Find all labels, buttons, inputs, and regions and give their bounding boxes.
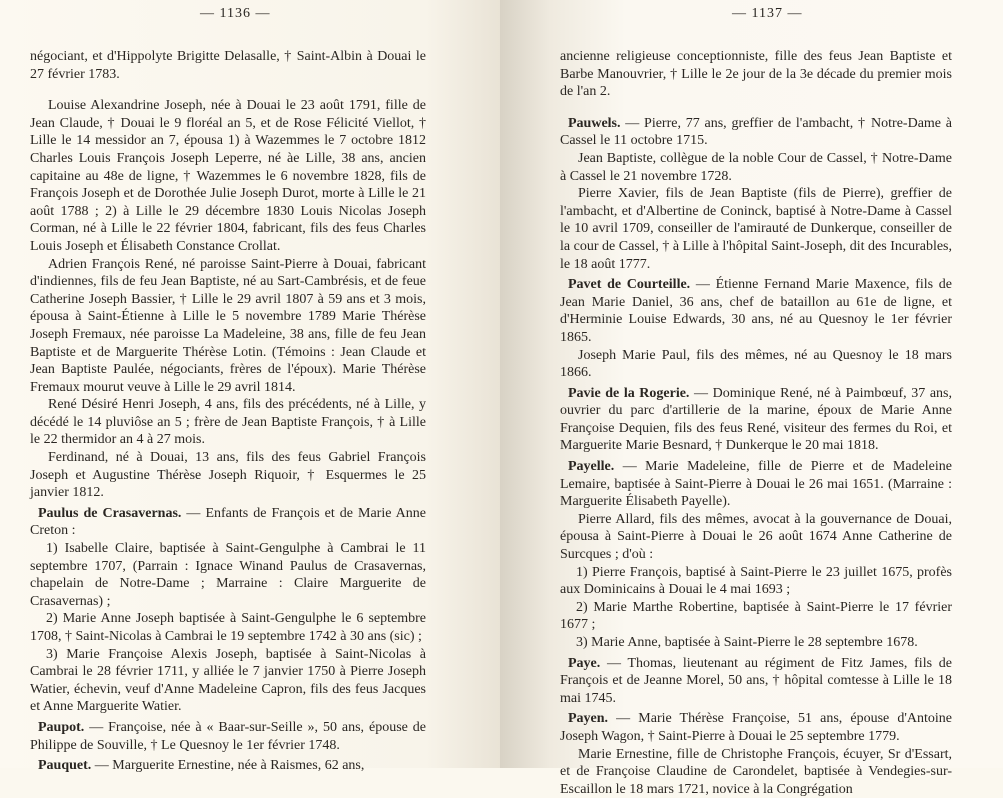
entry-text: — Françoise, née à « Baar-sur-Seille », 50 ans, épouse de Philippe de Souville, † Le Quesnoy le 1er février 1748. <box>30 719 426 753</box>
text-paragraph <box>560 746 952 798</box>
text-paragraph <box>560 511 952 564</box>
right-page <box>500 0 1003 797</box>
entry-text: 3) Marie Françoise Alexis Joseph, baptisée à Saint-Nicolas à Cambrai le 28 février 1711, y alliée le 7 janvier 1750 à Pierre Joseph Watier, échevin, veuf d'Anne Madeleine Capron, fils des feus Jacques et Anne Marguerite Watier. <box>30 646 426 715</box>
entry-heading: Paupot. <box>38 719 85 735</box>
text-paragraph <box>30 256 426 397</box>
entry-text: Joseph Marie Paul, fils des mêmes, né au Quesnoy le 18 mars 1866. <box>560 347 952 381</box>
list-item <box>560 564 952 599</box>
entry-heading: Pauwels. <box>568 115 621 131</box>
entry-heading: Payen. <box>568 711 609 727</box>
entry-heading: Paye. <box>568 655 601 671</box>
entry-text: Ferdinand, né à Douai, 13 ans, fils des feus Gabriel François Joseph et Augustine Thérèse Joseph Riquoir, † Esquermes le 25 janvier 1812. <box>30 450 426 501</box>
entry-paragraph <box>560 115 952 150</box>
entry-paragraph <box>560 385 952 455</box>
entry-heading: Pauquet. <box>38 758 92 774</box>
entry-text: — Étienne Fernand Marie Maxence, fils de Jean Marie Daniel, 36 ans, chef de bataillon au 61e de ligne, et d'Herminie Louise Edwards, 30 ans, né au Quesnoy le 1er février 1865. <box>560 277 952 345</box>
left-page-text <box>30 34 426 775</box>
page-number: — 1136 — <box>200 6 271 21</box>
entry-text: 1) Isabelle Claire, baptisée à Saint-Gengulphe à Cambrai le 11 septembre 1707, (Parrain : Ignace Winand Paulus de Crasavernas, chapelain de Notre-Dame ; Marraine : Claire Marguerite de Crasavernas) ; <box>30 541 426 609</box>
text-paragraph <box>560 347 952 382</box>
entry-text: 1) Pierre François, baptisé à Saint-Pierre le 23 juillet 1675, profès aux Dominicains à Douai le 4 mai 1693 ; <box>560 564 952 598</box>
text-paragraph <box>560 48 952 101</box>
entry-text: Marie Ernestine, fille de Christophe François, écuyer, Sr d'Essart, et de Françoise Claudine de Carondelet, baptisée à Vendegies-sur-Escaillon le 18 mars 1721, novice à la Congrégation <box>560 746 952 797</box>
entry-heading: Pavet de Courteille. <box>568 277 691 293</box>
entry-heading: Payelle. <box>568 459 615 475</box>
entry-text: René Désiré Henri Joseph, 4 ans, fils des précédents, né à Lille, y décédé le 14 pluviôse an 5 ; frère de Jean Baptiste François, † à Lille le 22 thermidor an 4 à 27 mois. <box>30 397 426 448</box>
left-page <box>0 0 500 774</box>
text-paragraph <box>560 150 952 185</box>
entry-text: négociant, et d'Hippolyte Brigitte Delasalle, † Saint-Albin à Douai le 27 février 1783. <box>30 49 426 82</box>
entry-text: — Marie Thérèse Françoise, 51 ans, épouse d'Antoine Joseph Wagon, † Saint-Pierre à Douai le 25 septembre 1779. <box>560 711 952 744</box>
entry-text: — Enfants de François et de Marie Anne Creton : <box>30 505 426 539</box>
entry-text: ancienne religieuse conceptionniste, fille des feus Jean Baptiste et Barbe Manouvrier, † Lille le 2e jour de la 3e décade du premier mois de l'an 2. <box>560 49 952 100</box>
entry-paragraph <box>30 757 426 775</box>
entry-text: — Pierre, 77 ans, greffier de l'ambacht, † Notre-Dame à Cassel le 11 octobre 1715. <box>560 115 952 149</box>
entry-paragraph <box>560 710 952 745</box>
list-item <box>30 646 426 716</box>
entry-text: — Marie Madeleine, fille de Pierre et de Madeleine Lemaire, baptisée à Saint-Pierre à Douai le 26 mai 1651. (Marraine : Marguerite Élisabeth Payelle). <box>560 459 952 510</box>
entry-paragraph <box>30 505 426 540</box>
list-item <box>30 540 426 610</box>
entry-text: Pierre Xavier, fils de Jean Baptiste (fils de Pierre), greffier de l'ambacht, et d'Albertine de Coninck, baptisé à Notre-Dame à Cassel le 10 avril 1709, conseiller de l'amirauté de Dunkerque, conseiller de la cour de Cassel, † à Lille à l'hôpital Saint-Joseph, dit des Incurables, le 18 août 1777. <box>560 186 952 272</box>
entry-paragraph <box>30 719 426 754</box>
entry-text: Louise Alexandrine Joseph, née à Douai le 23 août 1791, fille de Jean Claude, † Douai le 9 floréal an 5, et de Rose Félicité Viellot, † Lille le 14 messidor an 7, épousa 1) à Wazemmes le 7 octobre 1812 Charles Louis François Joseph Leperre, né àe Lille, 38 ans, ancien capitaine au 48e de ligne, † Wazemmes le 6 novembre 1828, fils de François Joseph et de Dorothée Julie Joseph Durot, morte à Lille le 21 août 1788 ; 2) à Lille le 29 décembre 1830 Louis Nicolas Joseph Corman, né à Lille le 22 février 1804, fabricant, fils des feus Charles Louis Joseph et Élisabeth Constance Crollat. <box>30 98 426 254</box>
entry-text: Adrien François René, né paroisse Saint-Pierre à Douai, fabricant d'indiennes, fils de feu Jean Baptiste, né au Sart-Cambrésis, et de feue Catherine Joseph Bassier, † Lille le 29 avril 1807 à 59 ans et 3 mois, épousa à Saint-Étienne à Lille le 5 novembre 1789 Marie Thérèse Joseph Fremaux, née paroisse La Madeleine, 38 ans, fille de feu Jean Baptiste et de Marguerite Thérèse Lotin. (Témoins : Jean Claude et Jean Baptiste Paulée, négociants, frères de l'époux). Marie Thérèse Fremaux mourut veuve à Lille le 29 avril 1814. <box>30 256 426 395</box>
entry-text: 2) Marie Anne Joseph baptisée à Saint-Gengulphe le 6 septembre 1708, † Saint-Nicolas à Cambrai le 19 septembre 1742 à 30 ans (sic) ; <box>30 611 426 644</box>
text-paragraph <box>30 48 426 83</box>
entry-heading: Pavie de la Rogerie. <box>568 385 690 401</box>
entry-paragraph <box>560 276 952 346</box>
list-item <box>560 599 952 634</box>
text-paragraph <box>30 97 426 255</box>
text-paragraph <box>560 185 952 273</box>
entry-paragraph <box>560 458 952 511</box>
list-item <box>30 610 426 645</box>
text-paragraph <box>30 396 426 449</box>
entry-text: Pierre Allard, fils des mêmes, avocat à la gouvernance de Douai, épousa à Saint-Pierre à Douai le 26 août 1674 Anne Catherine de Surcques ; d'où : <box>560 511 952 563</box>
entry-text: 2) Marie Marthe Robertine, baptisée à Saint-Pierre le 17 février 1677 ; <box>560 599 952 633</box>
entry-heading: Paulus de Crasavernas. <box>38 505 182 521</box>
text-paragraph <box>30 449 426 502</box>
entry-text: 3) Marie Anne, baptisée à Saint-Pierre le 28 septembre 1678. <box>576 635 918 650</box>
entry-text: — Marguerite Ernestine, née à Raismes, 62 ans, <box>91 758 365 774</box>
entry-paragraph <box>560 655 952 708</box>
entry-text: — Thomas, lieutenant au régiment de Fitz James, fils de François et de Jeanne Morel, 50 ans, † hôpital comtesse à Lille le 18 mai 1745. <box>560 655 952 706</box>
entry-text: — Dominique René, né à Paimbœuf, 37 ans, ouvrier du parc d'artillerie de la marine, époux de Marie Anne Françoise Dequien, fils des feus René, visiteur des fermes du Roi, et Marguerite Marie Besnard, † Dunkerque le 20 mai 1818. <box>560 385 952 454</box>
right-page-text <box>560 34 952 798</box>
page-number: — 1137 — <box>732 6 803 21</box>
entry-text: Jean Baptiste, collègue de la noble Cour de Cassel, † Notre-Dame à Cassel le 21 novembre 1728. <box>560 150 952 184</box>
list-item <box>560 634 952 652</box>
